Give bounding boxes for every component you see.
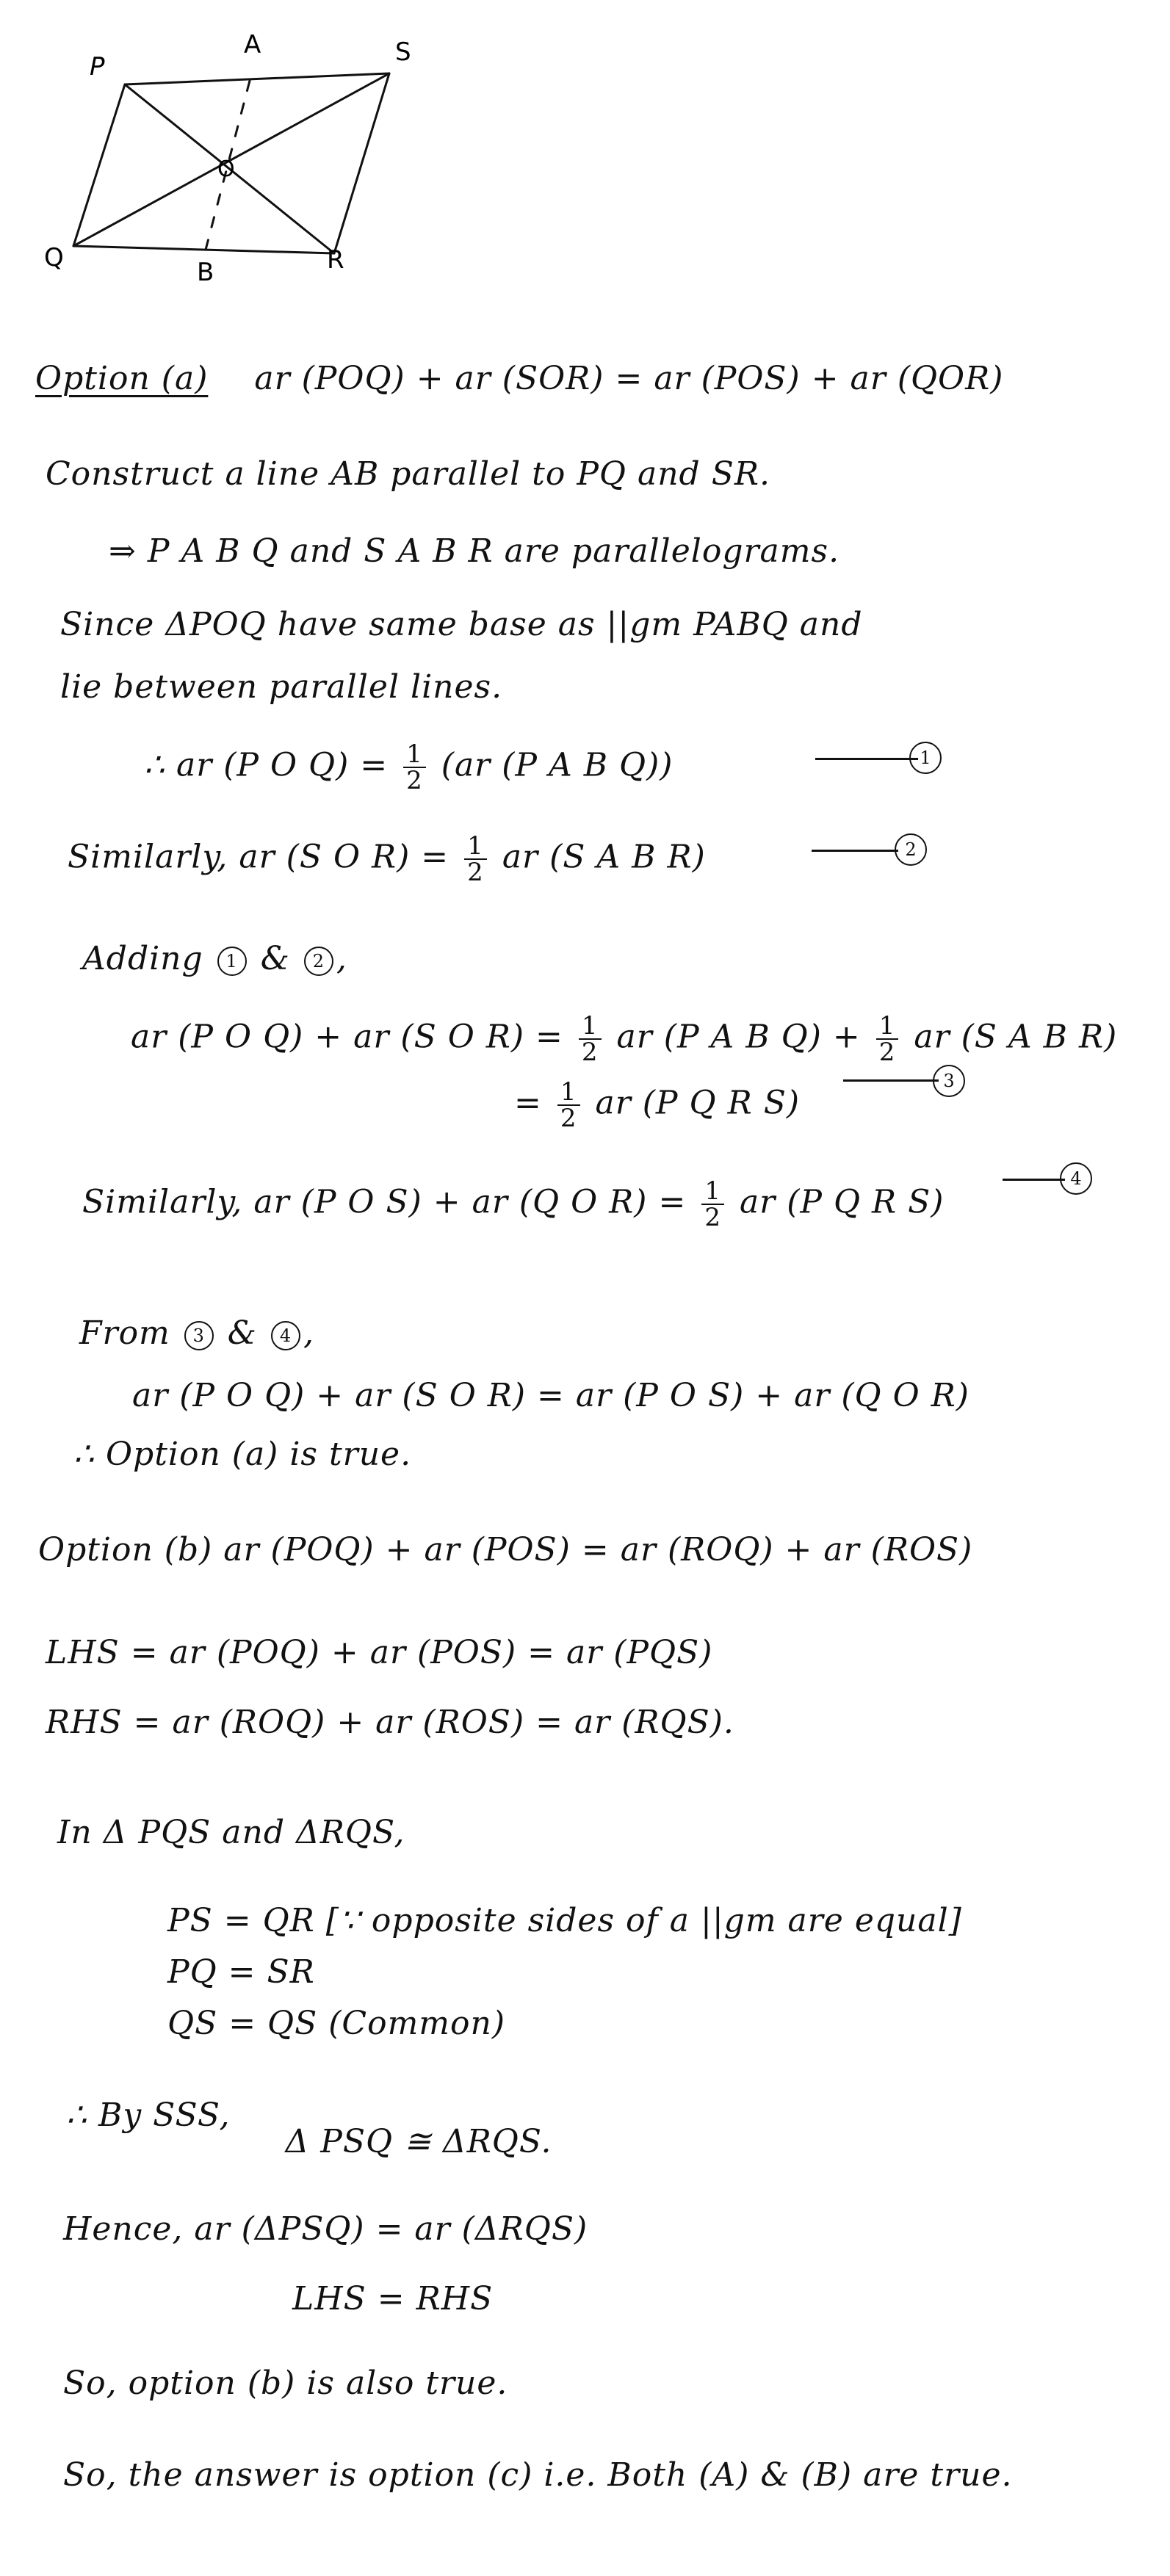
- from-amp: &: [227, 1314, 257, 1352]
- adding-word: Adding: [82, 940, 203, 977]
- option-a-statement: [35, 360, 1003, 397]
- ref3-line: [843, 1079, 939, 1082]
- adding-amp: &: [260, 940, 290, 977]
- sum-right: ar (S A B R): [914, 1018, 1118, 1056]
- label-b: B: [197, 258, 214, 287]
- label-a: A: [244, 30, 261, 59]
- fraction-half: $\frac{1}{2}$: [579, 1013, 602, 1065]
- ref4-circle: 4: [1060, 1162, 1092, 1195]
- ref1-line: [815, 758, 918, 760]
- side-rq: [73, 246, 334, 253]
- adding-line: Adding 1 & 2 ,: [82, 940, 347, 977]
- equality-line: ar (P O Q) + ar (S O R) = ar (P O S) + ar (Q O R): [132, 1377, 969, 1414]
- hence-line: Hence, ar (ΔPSQ) = ar (ΔRQS): [63, 2210, 588, 2248]
- option-a-true: ∴ Option (a) is true.: [73, 1436, 412, 1473]
- eq2-left: Similarly, ar (S O R) =: [68, 838, 449, 876]
- sum-mid: ar (P A B Q) +: [616, 1018, 861, 1056]
- fraction-half: $\frac{1}{2}$: [403, 742, 426, 793]
- sum-left: ar (P O Q) + ar (S O R) =: [131, 1018, 563, 1056]
- label-r: R: [327, 245, 344, 275]
- ref1-inline: 1: [217, 947, 247, 976]
- eq3-eq: =: [514, 1084, 542, 1122]
- eq4-left: Similarly, ar (P O S) + ar (Q O R) =: [82, 1183, 687, 1221]
- ref2-inline: 2: [304, 947, 333, 976]
- fraction-half: $\frac{1}{2}$: [876, 1013, 899, 1065]
- ref1-circle: 1: [909, 742, 942, 774]
- construct-line: Construct a line AB parallel to PQ and SR.: [46, 455, 770, 493]
- qs-qs-line: QS = QS (Common): [167, 2005, 506, 2042]
- sss-text: ∴ By SSS,: [66, 2096, 231, 2134]
- from-line: From 3 & 4 ,: [79, 1314, 314, 1352]
- ref2-circle: 2: [895, 833, 927, 866]
- lhs-line: LHS = ar (POQ) + ar (POS) = ar (PQS): [46, 1634, 713, 1671]
- rhs-line: RHS = ar (ROQ) + ar (ROS) = ar (RQS).: [46, 1704, 734, 1741]
- lhs-rhs-line: LHS = RHS: [292, 2280, 494, 2318]
- eq4-line: [82, 1176, 945, 1232]
- label-o: O: [217, 156, 235, 182]
- eq1-left: ∴ ar (P O Q) =: [144, 746, 389, 784]
- eq1-line: [144, 739, 674, 795]
- congruence: Δ PSQ ≅ ΔRQS.: [285, 2123, 552, 2160]
- option-b-statement: Option (b) ar (POQ) + ar (POS) = ar (ROQ) + ar (ROS): [38, 1531, 973, 1569]
- option-b-true: So, option (b) is also true.: [63, 2365, 508, 2402]
- parallelograms-line: ⇒ P A B Q and S A B R are parallelograms.: [109, 532, 840, 570]
- fraction-half: $\frac{1}{2}$: [701, 1179, 724, 1230]
- eq3-line: [514, 1079, 800, 1131]
- eq4-right: ar (P Q R S): [739, 1183, 945, 1221]
- eq1-right: (ar (P A B Q)): [441, 746, 674, 784]
- since-line: Since ΔPOQ have same base as ||gm PABQ and: [60, 606, 863, 643]
- label-p: P: [90, 52, 105, 82]
- fraction-half: $\frac{1}{2}$: [557, 1079, 580, 1131]
- ref4-line: [1003, 1179, 1065, 1181]
- sum-line: [131, 1013, 1117, 1065]
- ref3-inline: 3: [184, 1321, 214, 1350]
- option-a-heading: Option (a): [35, 360, 209, 397]
- eq3-right: ar (P Q R S): [595, 1084, 801, 1122]
- ps-qr-line: PS = QR [∵ opposite sides of a ||gm are equal]: [167, 1902, 962, 1939]
- side-sr: [334, 73, 389, 253]
- ref2-line: [812, 850, 898, 852]
- fraction-half: $\frac{1}{2}$: [464, 833, 487, 885]
- parallelogram-diagram: [29, 15, 441, 294]
- eq2-line: [68, 833, 706, 885]
- from-word: From: [79, 1314, 170, 1352]
- lie-between-line: lie between parallel lines.: [60, 668, 503, 706]
- ref4-inline: 4: [271, 1321, 300, 1350]
- option-a-equation: ar (POQ) + ar (SOR) = ar (POS) + ar (QOR): [254, 360, 1004, 397]
- pq-sr-line: PQ = SR: [167, 1953, 315, 1991]
- triangles-line: In Δ PQS and ΔRQS,: [57, 1814, 405, 1851]
- label-s: S: [395, 37, 411, 67]
- side-ps: [125, 73, 389, 84]
- sss-line: [66, 2096, 552, 2160]
- eq2-right: ar (S A B R): [502, 838, 706, 876]
- label-q: Q: [44, 243, 64, 272]
- ref3-circle: 3: [933, 1065, 965, 1097]
- final-answer: So, the answer is option (c) i.e. Both (A) & (B) are true.: [63, 2456, 1013, 2494]
